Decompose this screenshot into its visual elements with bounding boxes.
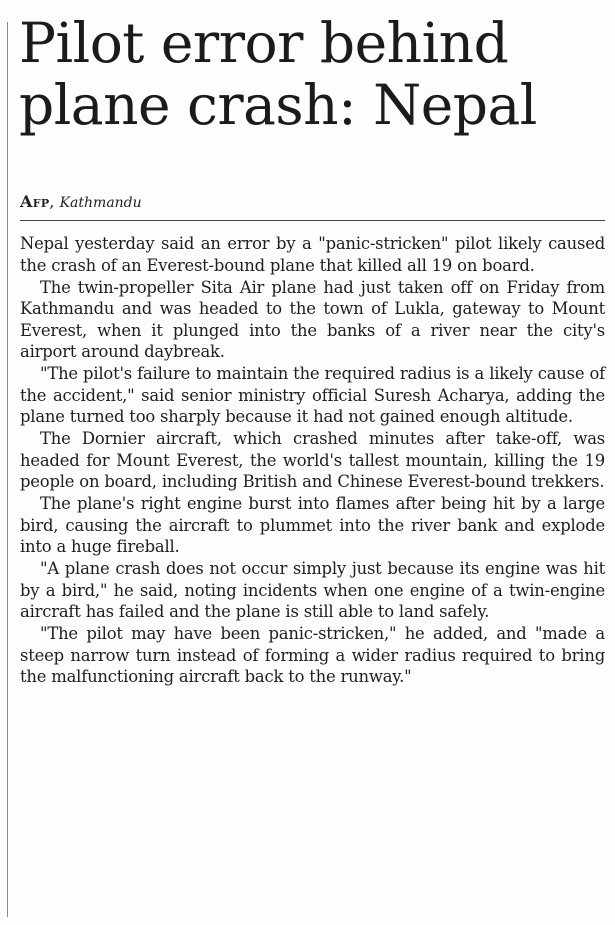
byline-separator: ,: [49, 192, 55, 211]
article-body: [20, 233, 605, 688]
column-rule: [7, 22, 8, 917]
article-paragraph: "The pilot's failure to maintain the required radius is a likely cause of the accident," said senior ministry official Suresh Acharya, adding the plane turned too sharply because it had not gained enough altitude.: [20, 364, 605, 426]
article-paragraph: The plane's right engine burst into flames after being hit by a large bird, causing the aircraft to plummet into the river bank and explode into a huge fireball.: [20, 494, 605, 556]
byline-agency: Afp: [20, 192, 50, 211]
byline-divider: [20, 220, 605, 221]
article-paragraph: Nepal yesterday said an error by a "panic-stricken" pilot likely caused the crash of an Everest-bound plane that killed all 19 on board.: [20, 234, 605, 275]
article-paragraph: "The pilot may have been panic-stricken," he added, and "made a steep narrow turn instead of forming a wider radius required to bring the malfunctioning aircraft back to the runway.": [20, 624, 605, 686]
article-paragraph: The twin-propeller Sita Air plane had just taken off on Friday from Kathmandu and was headed to the town of Lukla, gateway to Mount Everest, when it plunged into the banks of a river near the city's airport around daybreak.: [20, 277, 605, 361]
article-paragraph: "A plane crash does not occur simply just because its engine was hit by a bird," he said, noting incidents when one engine of a twin-engine aircraft has failed and the plane is still able to land safely.: [20, 559, 605, 621]
headline: Pilot error behind plane crash: Nepal: [19, 11, 537, 137]
byline-place: Kathmandu: [59, 195, 142, 211]
article-paragraph: The Dornier aircraft, which crashed minutes after take-off, was headed for Mount Everest, the world's tallest mountain, killing the 19 people on board, including British and Chinese Everest-bound trekkers.: [20, 429, 605, 491]
byline: [20, 192, 142, 213]
